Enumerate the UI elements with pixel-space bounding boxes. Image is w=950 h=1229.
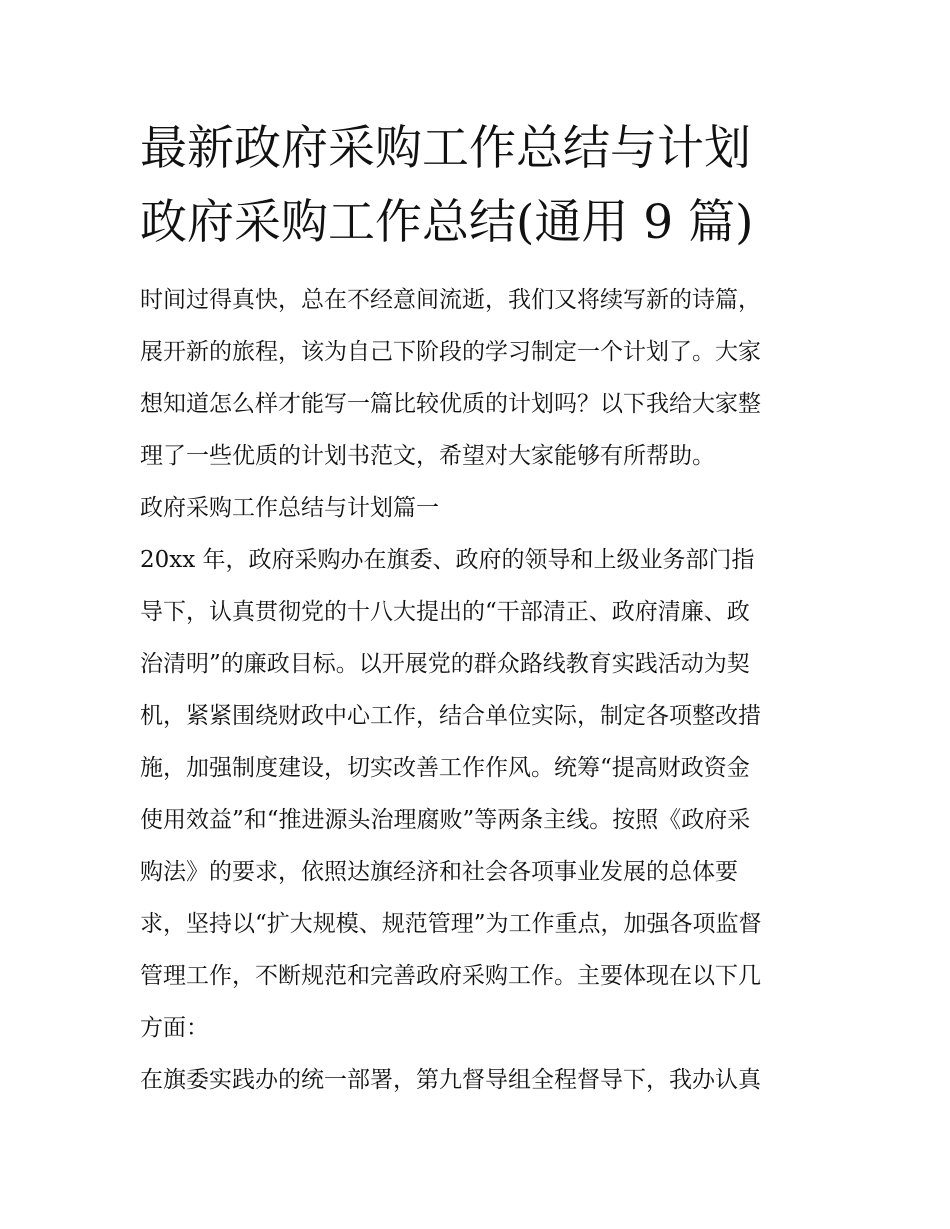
document-page xyxy=(140,112,815,1106)
intro-line: 时间过得真快，总在不经意间流逝，我们又将续写新的诗篇， xyxy=(140,287,761,313)
paragraph-line: 在旗委实践办的统一部署，第九督导组全程督导下，我办认真 xyxy=(140,1067,761,1093)
paragraph-line: 导下，认真贯彻党的十八大提出的“干部清正、政府清廉、政 xyxy=(140,599,750,625)
paragraph-line: 20xx 年，政府采购办在旗委、政府的领导和上级业务部门指 xyxy=(140,547,755,573)
intro-line: 展开新的旅程，该为自己下阶段的学习制定一个计划了。大家 xyxy=(140,339,761,365)
paragraph-line: 方面： xyxy=(140,1015,209,1041)
paragraph-1 xyxy=(140,534,815,1054)
paragraph-line: 管理工作，不断规范和完善政府采购工作。主要体现在以下几 xyxy=(140,963,761,989)
paragraph-line: 使用效益”和“推进源头治理腐败”等两条主线。按照《政府采 xyxy=(140,807,751,833)
paragraph-line: 购法》的要求，依照达旗经济和社会各项事业发展的总体要 xyxy=(140,859,738,885)
title-line-1: 最新政府采购工作总结与计划 xyxy=(140,121,751,176)
intro-line: 理了一些优质的计划书范文，希望对大家能够有所帮助。 xyxy=(140,443,715,469)
paragraph-line: 施，加强制度建设，切实改善工作作风。统筹“提高财政资金 xyxy=(140,755,750,781)
paragraph-line: 机，紧紧围绕财政中心工作，结合单位实际，制定各项整改措 xyxy=(140,703,761,729)
document-title xyxy=(140,112,815,260)
paragraph-line: 求，坚持以“扩大规模、规范管理”为工作重点，加强各项监督 xyxy=(140,911,762,937)
intro-paragraph xyxy=(140,274,815,482)
paragraph-line: 治清明”的廉政目标。以开展党的群众路线教育实践活动为契 xyxy=(140,651,750,677)
paragraph-2 xyxy=(140,1054,815,1106)
intro-line: 想知道怎么样才能写一篇比较优质的计划吗？以下我给大家整 xyxy=(140,391,761,417)
section-heading: 政府采购工作总结与计划篇一 xyxy=(140,495,439,521)
title-line-2: 政府采购工作总结(通用 9 篇) xyxy=(140,195,754,250)
document-body xyxy=(140,274,815,1106)
